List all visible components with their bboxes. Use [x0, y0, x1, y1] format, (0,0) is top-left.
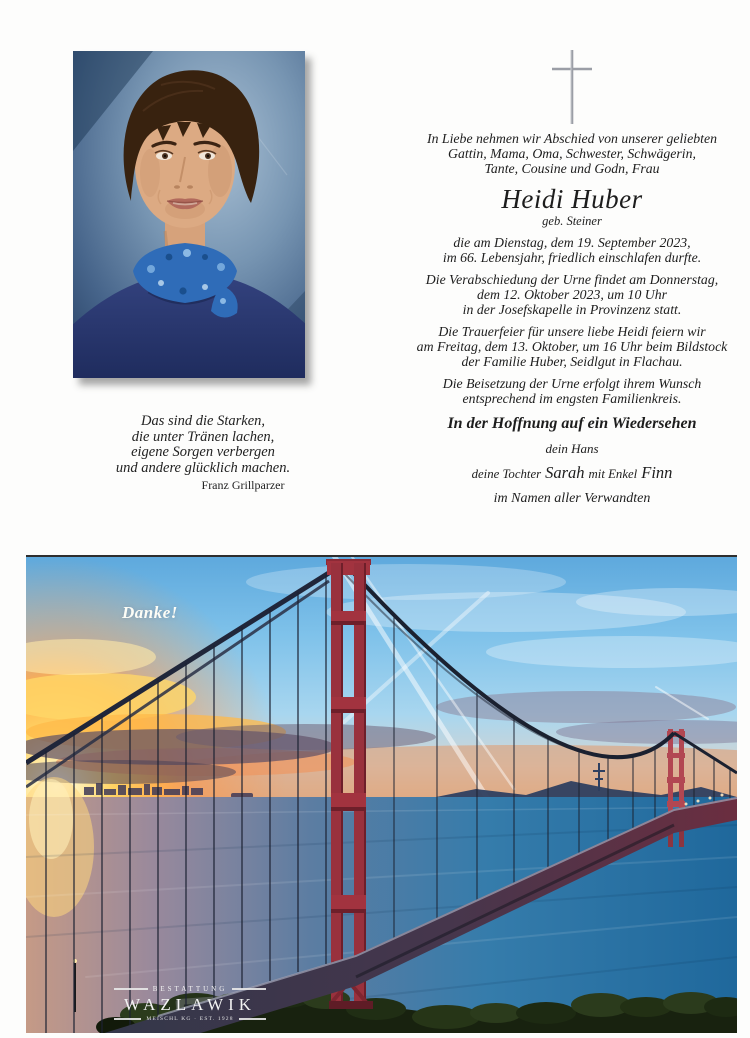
- cross-icon: [540, 48, 604, 128]
- logo-bottom-row: [114, 1016, 266, 1022]
- maiden-name: geb. Steiner: [542, 214, 602, 228]
- logo-subtitle: MEISCHL KG · EST. 1928: [146, 1016, 234, 1022]
- intro-line: Gattin, Mama, Oma, Schwester, Schwägerin,: [448, 146, 696, 161]
- quote-block: [84, 414, 322, 492]
- text-line: am Freitag, dem 13. Oktober, um 16 Uhr beim Bildstock: [416, 339, 728, 354]
- daughter-grandson-line: [388, 464, 750, 483]
- grandson-name: Finn: [641, 463, 673, 482]
- logo-name: WAZLAWIK: [123, 995, 257, 1014]
- text-line: in der Josefskapelle in Provinzenz statt.: [462, 302, 682, 317]
- obituary-text: [388, 131, 750, 506]
- text-line: der Familie Huber, Seidlgut in Flachau.: [461, 354, 683, 369]
- quote-attribution: Franz Grillparzer: [201, 478, 285, 492]
- text-line: Die Beisetzung der Urne erfolgt ihrem Wunsch: [442, 376, 702, 391]
- funeral-home-logo: [114, 985, 266, 1022]
- golden-gate-bridge-illustration: [26, 557, 737, 1033]
- intro-line: In Liebe nehmen wir Abschied von unserer geliebten: [426, 131, 718, 146]
- text-line: entsprechend im engsten Familienkreis.: [462, 391, 682, 406]
- deceased-name: Heidi Huber: [501, 184, 643, 214]
- hope-line: In der Hoffnung auf ein Wiedersehen: [447, 415, 697, 432]
- quote-line: eigene Sorgen verbergen: [131, 444, 275, 460]
- quote-line: und andere glücklich machen.: [115, 459, 291, 476]
- bridge-photo: [26, 555, 737, 1033]
- husband-line: dein Hans: [545, 441, 599, 456]
- text-line: im 66. Lebensjahr, friedlich einschlafen durfte.: [442, 250, 702, 265]
- text-line: Die Verabschiedung der Urne findet am Donnerstag,: [425, 272, 719, 287]
- portrait-photo: [73, 51, 305, 378]
- logo-rule-left: [114, 988, 148, 990]
- portrait-illustration: [73, 51, 305, 378]
- logo-rule-right: [239, 1018, 266, 1020]
- thanks-text: Danke!: [122, 603, 178, 622]
- intro-lines: [388, 131, 750, 176]
- logo-rule-right: [232, 988, 266, 990]
- text-line: die am Dienstag, dem 19. September 2023,: [453, 235, 691, 250]
- logo-rule-left: [114, 1018, 141, 1020]
- grandson-prefix: mit Enkel: [588, 467, 638, 481]
- quote-line: Das sind die Starken,: [140, 413, 266, 429]
- logo-category: BESTATTUNG: [152, 985, 228, 993]
- daughter-name: Sarah: [545, 463, 585, 482]
- logo-top-row: [114, 985, 266, 993]
- burial-paragraph: [388, 376, 750, 406]
- funeral-service-paragraph: [388, 324, 750, 369]
- daughter-prefix: deine Tochter: [471, 467, 542, 481]
- text-line: Die Trauerfeier für unsere liebe Heidi feiern wir: [438, 324, 706, 339]
- intro-line: Tante, Cousine und Godn, Frau: [484, 161, 660, 176]
- urn-farewell-paragraph: [388, 272, 750, 317]
- quote-line: die unter Tränen lachen,: [131, 428, 275, 445]
- relatives-line: im Namen aller Verwandten: [493, 491, 651, 506]
- death-date-paragraph: [388, 235, 750, 265]
- text-line: dem 12. Oktober 2023, um 10 Uhr: [476, 287, 668, 302]
